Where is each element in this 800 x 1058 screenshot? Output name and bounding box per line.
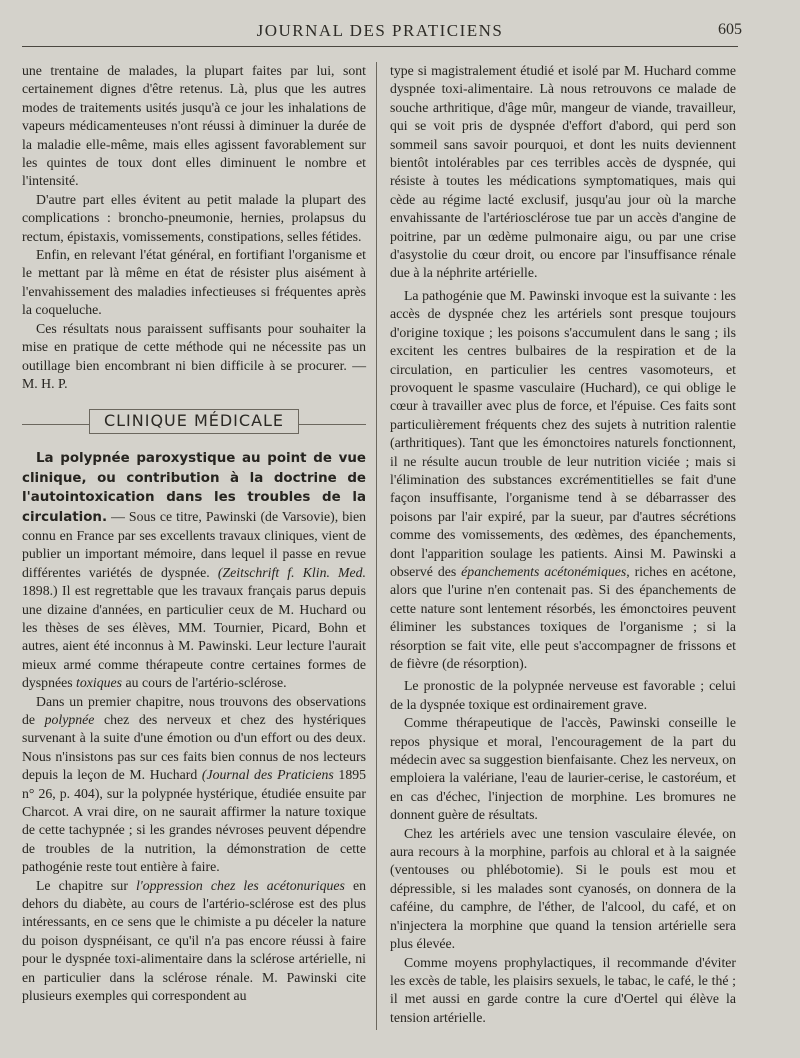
paragraph [22, 693, 366, 877]
section-heading-label: CLINIQUE MÉDICALE [89, 409, 299, 433]
paragraph: Chez les artériels avec une tension vasculaire élevée, on aura recours à la morphine, parfois au chloral et à la saignée (ventouses ou phlébotomie). Si le pouls est mou et dépressible, si les malades sont cyanosés, on donnera de la caféine, du camphre, de l'éther, de l'alcool, du café, et on n'injectera la morphine que quand la tension artérielle sera plus élevée. [390, 825, 736, 952]
article-title: La polypnée paroxystique au point de vue clinique, ou contribution à la doctrine de l'autointoxication dans les troubles de la circulation. [22, 451, 366, 525]
paragraph-text: La pathogénie que M. Pawinski invoque est la suivante : les accès de dyspnée chez les artériels sont presque toujours d'origine toxique ; les poisons s'accumulent dans le sang ; ils excitent les centres bulbaires de la respiration et de la circulation, en particulier les centres vasomoteurs, et provoquent le spasme vasculaire (Huchard), ce qui oblige le cœur à travailler avec plus de force, et l'épuise. Ces faits sont particulièrement fréquents chez des sujets à nutrition ralentie (arthritiques). Tant que les émonctoires naturels fonctionnent, il ne résulte aucun trouble de leur nutrition viciée ; mais si l'élimination des substances excrémentitielles se fait d'une façon insuffisante, l'organisme tend à se débarrasser des poisons par l'air expiré, par la sueur, par d'autres sécrétions comme des vomissements, des œdèmes, des épanchements, dont l'apparition soulage les patients. Ainsi M. Pawinski a observé des [390, 287, 736, 579]
paragraph-text: Dans un premier chapitre, nous trouvons des observations de [22, 693, 366, 727]
emphasis: toxiques [76, 675, 123, 691]
column-divider [376, 62, 377, 1030]
article-paragraph [22, 449, 366, 692]
paragraph: une trentaine de malades, la plupart faites par lui, sont certainement dignes d'être retenus. Là, plus que les autres modes de traitements usités jusqu'à ce jour les inhalations de vapeurs médicamenteuses n'ont réussi à diminuer la durée de la maladie elle-même, mais elles agissent favorablement sur les quintes de toux dont elles diminuent le nombre et l'intensité. [22, 63, 366, 189]
paragraph: Comme moyens prophylactiques, il recommande d'éviter les excès de table, les plaisirs sexuels, le tabac, le café, le thé ; il met aussi en garde contre la cure d'Oertel qui élève la tension artérielle. [390, 954, 736, 1025]
journal-title: JOURNAL DES PRATICIENS [256, 21, 504, 40]
paragraph-text: Le chapitre sur [36, 877, 128, 893]
paragraph: Comme thérapeutique de l'accès, Pawinski conseille le repos physique et moral, l'encouragement de la part du médecin avec sa suggestion bienfaisante. Chez les nerveux, on emploiera la valériane, l'eau de laurier-cerise, le castoréum, et en cas d'échec, l'injection de morphine. Les bromures ne donnent guère de résultats. [390, 715, 736, 823]
emphasis: épanchements acétonémiques [461, 563, 627, 579]
page-header [22, 18, 742, 44]
citation: (Zeitschrift f. Klin. Med. [217, 564, 367, 580]
paragraph-text: au cours de l'artério-sclérose. [122, 675, 287, 691]
author-signature: M. H. P. [22, 375, 68, 391]
paragraph [22, 320, 366, 394]
paragraph: D'autre part elles évitent au petit malade la plupart des complications : broncho-pneumonie, hernies, prolapsus du rectum, épistaxis, vomissements, constipations, selles fétides. [22, 191, 366, 244]
paragraph: Enfin, en relevant l'état général, en fortifiant l'organisme et le mettant par là même en état de résister plus aisément à l'envahissement des maladies infectieuses si fréquentes après la coqueluche. [22, 247, 366, 318]
paragraph-text: 1898.) Il est regrettable que les travaux français parus depuis une dizaine d'années, en particulier ceux de M. Huchard ou les thèses de ses élèves, MM. Tournier, Picard, Bohn et autres, aient été inconnus à M. Pawinski. Leur lecture l'aurait mieux armé comme thérapeute contre certaines formes de dyspnées [22, 583, 366, 691]
emphasis: l'oppression chez les acétonuriques [135, 877, 345, 893]
paragraph-text: — Sous ce titre, Pawinski (de Varsovie), bien connu en France par ses excellents travaux cliniques, vient de publier un important mémoire, dans lequel il passe en revue différentes variétés de dyspnée. [22, 508, 366, 580]
paragraph-text: 1895 n° 26, p. 404), sur la polypnée hystérique, étudiée ensuite par Charcot. A vrai dire, on ne saurait affirmer la nature toxique de cette tachypnée ; si les grandes névroses peuvent dépendre de troubles de la nutrition, la démonstration de cette pathogénie reste tout entière à faire. [22, 767, 367, 875]
section-heading [22, 409, 366, 439]
paragraph-text: en dehors du diabète, au cours de l'artério-sclérose est des plus intéressants, en ce sens que le chimiste a pu déceler la nature du poison dyspnéisant, ce qu'il n'a pas encore réussi à faire pour le dyspnée toxi-alimentaire dans la sclérose artérielle, ni en particulier dans la sclérose rénale. M. Pawinski cite plusieurs exemples qui correspondent au [22, 877, 366, 1004]
header-rule [22, 46, 738, 47]
paragraph-text: chez des nerveux et chez des hystériques survenant à la suite d'une émotion ou d'un effort ou des deux. Nous n'insistons pas sur ces faits bien connus de nos lecteurs depuis la leçon de M. Huchard [22, 712, 366, 783]
paragraph-text: Ces résultats nous paraissent suffisants pour souhaiter la mise en pratique de cette méthode qui ne nécessite pas un outillage bien encombrant ni bien difficile à se procurer. — [22, 320, 366, 373]
paragraph-text: , riches en acétone, alors que l'urine n'en contenait pas. Si des épanchements de cette nature sont lentement résorbés, les émonctoires peuvent éliminer les substances toxiques de l'organisme ; si la résorption se fait vite, elle peut s'accompagner de frissons et de fièvre (de résorption). [390, 563, 737, 671]
paragraph [390, 287, 736, 674]
paragraph: type si magistralement étudié et isolé par M. Huchard comme dyspnée toxi-alimentaire. Là nous retrouvons ce malade de souche arthritique, d'âge mûr, mangeur de viande, travailleur, qui se voit pris de dyspnée d'effort d'abord, qui perd son sommeil sans savoir pourquoi, et dont les nuits deviennent bientôt intolérables par ces terribles accès de dyspnée, qui résiste à toutes les médications symptomatiques, mais qui cède au régime lacté exclusif, jusqu'au jour où la marche envahissante de l'artériosclérose tue par un accès d'angine de poitrine, par un œdème pulmonaire aigu, ou par une crise d'asystolie du cœur droit, ou encore par l'insuffisance rénale due à la néphrite artérielle. [390, 63, 736, 281]
left-column [22, 62, 366, 1006]
paragraph: Le pronostic de la polypnée nerveuse est favorable ; celui de la dyspnée toxique est ordinairement grave. [390, 678, 736, 712]
paragraph [22, 877, 366, 1006]
page-number: 605 [718, 21, 742, 38]
citation: (Journal des Praticiens [201, 767, 334, 783]
right-column [390, 62, 736, 1027]
emphasis: polypnée [44, 712, 95, 727]
